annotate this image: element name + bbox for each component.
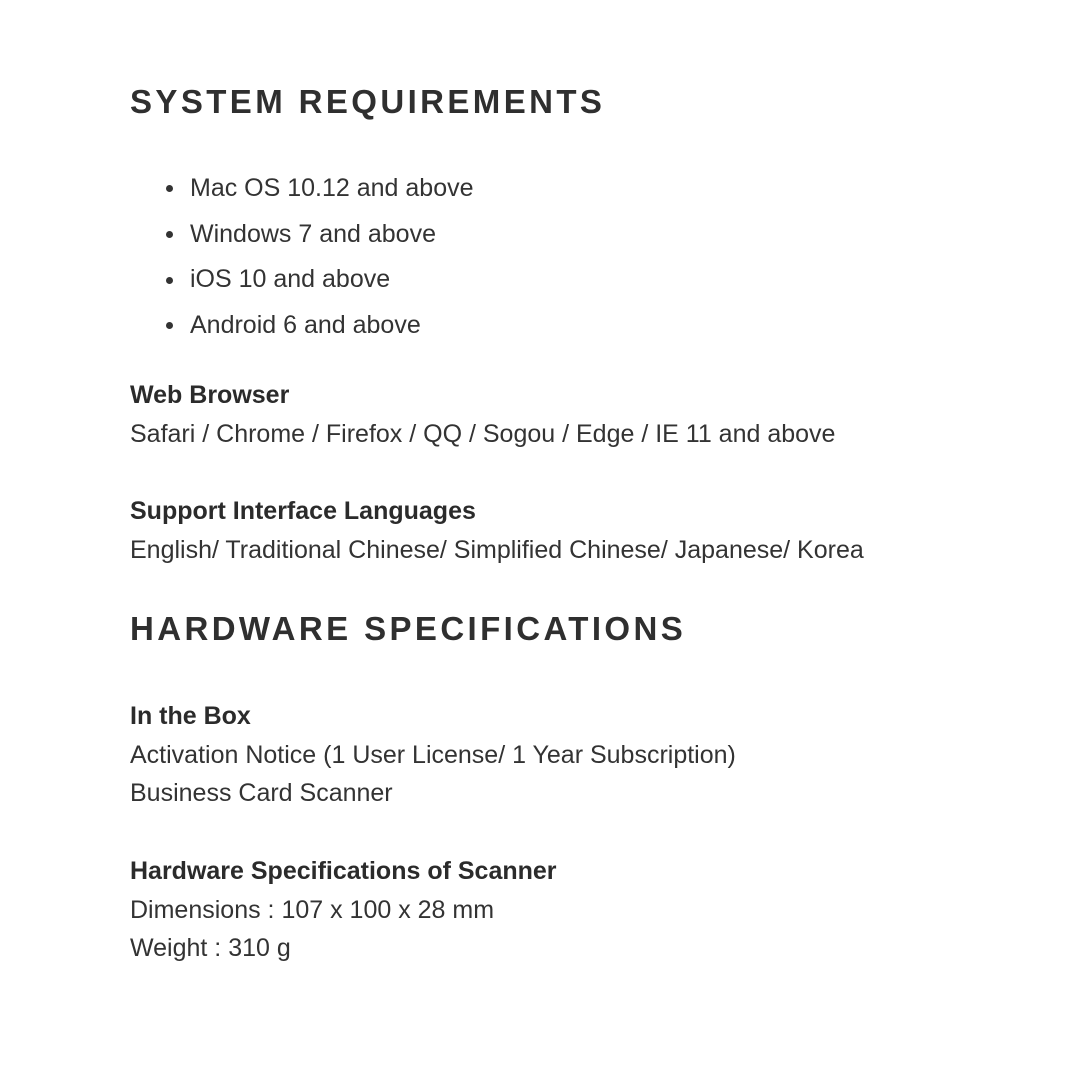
bullet-icon [166, 231, 173, 238]
in-the-box-title: In the Box [130, 702, 251, 730]
list-item [130, 166, 474, 212]
os-item-label: iOS 10 and above [190, 265, 391, 294]
languages-block [130, 492, 864, 569]
os-requirements-list [130, 166, 474, 349]
os-item-label: Android 6 and above [190, 311, 421, 340]
scanner-weight: Weight : 310 g [130, 934, 291, 962]
system-requirements-heading: SYSTEM REQUIREMENTS [130, 83, 606, 120]
scanner-specs-block [130, 852, 557, 968]
os-item-label: Mac OS 10.12 and above [190, 174, 474, 202]
list-item [130, 212, 474, 258]
languages-list: English/ Traditional Chinese/ Simplified Chinese/ Japanese/ Korea [130, 535, 864, 564]
bullet-icon [166, 322, 173, 329]
os-item-label: Windows 7 and above [190, 219, 436, 248]
list-item [130, 303, 474, 349]
bullet-icon [166, 185, 173, 192]
scanner-specs-title: Hardware Specifications of Scanner [130, 857, 557, 885]
scanner-dimensions: Dimensions : 107 x 100 x 28 mm [130, 895, 495, 924]
in-the-box-item: Business Card Scanner [130, 779, 393, 807]
in-the-box-block [130, 697, 736, 813]
hardware-specifications-heading: HARDWARE SPECIFICATIONS [130, 610, 687, 647]
web-browser-list: Safari / Chrome / Firefox / QQ / Sogou / Edge / IE 11 and above [130, 419, 836, 448]
in-the-box-item: Activation Notice (1 User License/ 1 Year Subscription) [130, 740, 736, 769]
list-item [130, 257, 474, 303]
languages-title: Support Interface Languages [130, 497, 476, 525]
web-browser-block [130, 376, 835, 453]
web-browser-title: Web Browser [130, 381, 290, 409]
bullet-icon [166, 277, 173, 284]
